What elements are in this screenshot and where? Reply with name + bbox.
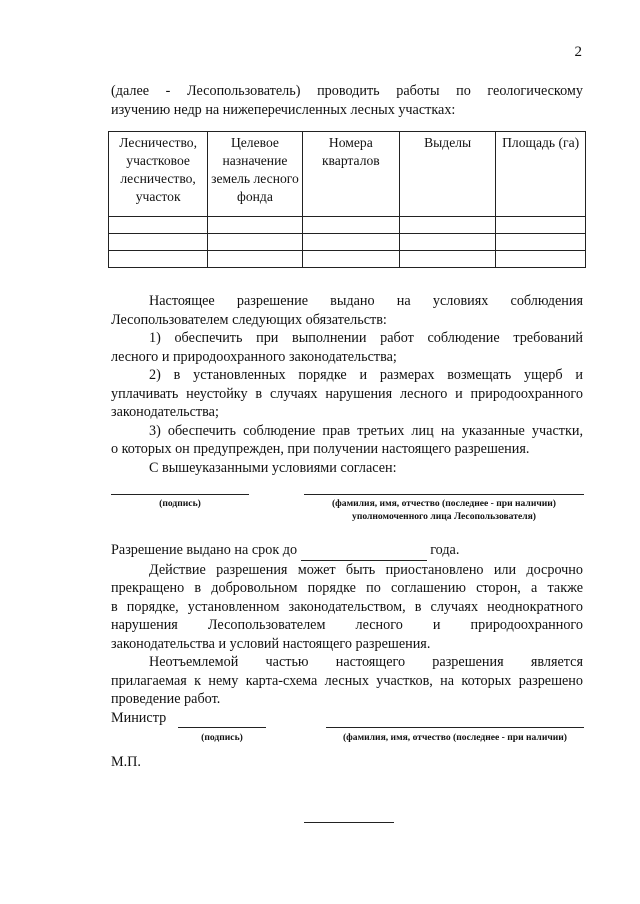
table-header-row bbox=[109, 132, 586, 217]
obligation-2: 2) в установленных порядке и размерах возмещать ущерб и bbox=[149, 367, 583, 383]
signature-line[interactable] bbox=[111, 494, 249, 495]
bottom-divider bbox=[304, 822, 394, 823]
intro-line-1: (далее - Лесопользователь) проводить работы по геологическому bbox=[111, 83, 583, 99]
obligation-3-cont: о которых он предупрежден, при получении настоящего разрешения. bbox=[111, 441, 530, 457]
table-cell bbox=[109, 251, 208, 268]
table-cell bbox=[496, 217, 586, 234]
name-line[interactable] bbox=[304, 494, 584, 495]
obligation-2-cont: законодательства; bbox=[111, 404, 219, 420]
table-cell bbox=[208, 217, 302, 234]
validity-line: прекращено в добровольном порядке по соглашению сторон, а также bbox=[111, 580, 583, 596]
signature-caption: (подпись) bbox=[159, 498, 201, 509]
table-cell bbox=[496, 251, 586, 268]
validity-line: нарушения Лесопользователем лесного и природоохранного bbox=[111, 617, 583, 633]
validity-line: законодательства и условий настоящего разрешения. bbox=[111, 635, 431, 652]
name-caption-line-2: уполномоченного лица Лесопользователя) bbox=[352, 511, 536, 522]
header-purpose: Целевое назначение земель лесного фонда bbox=[208, 132, 302, 217]
table-row bbox=[109, 217, 586, 234]
annex-line: проведение работ. bbox=[111, 691, 221, 707]
obligation-3: 3) обеспечить соблюдение прав третьих лиц на указанные участки, bbox=[149, 422, 583, 439]
name-caption-line-1: (фамилия, имя, отчество (последнее - при наличии) bbox=[331, 498, 557, 509]
minister-signature-line[interactable] bbox=[178, 727, 266, 728]
table-row bbox=[109, 234, 586, 251]
name-caption bbox=[304, 497, 584, 523]
obligation-1: 1) обеспечить при выполнении работ соблюдение требований bbox=[149, 330, 583, 346]
obligation-1-cont: лесного и природоохранного законодательства; bbox=[111, 348, 397, 365]
agreement-statement: С вышеуказанными условиями согласен: bbox=[149, 459, 397, 476]
intro-line-2: изучению недр на нижеперечисленных лесных участках: bbox=[111, 101, 456, 118]
minister-signature-caption: (подпись) bbox=[201, 732, 243, 743]
annex-line: прилагаемая к нему карта-схема лесных участков, на которых разрешено bbox=[111, 672, 583, 689]
minister-name-caption: (фамилия, имя, отчество (последнее - при наличии) bbox=[342, 732, 568, 743]
annex-line: Неотъемлемой частью настоящего разрешения является bbox=[149, 654, 583, 670]
validity-line: в порядке, установленном законодательством, в случаях неоднократного bbox=[111, 598, 583, 615]
table-cell bbox=[302, 251, 399, 268]
page-number: 2 bbox=[574, 44, 582, 60]
validity-prefix: Разрешение выдано на срок до bbox=[111, 542, 298, 558]
term-date-blank[interactable] bbox=[301, 541, 427, 561]
header-area: Площадь (га) bbox=[496, 132, 586, 217]
table-cell bbox=[496, 234, 586, 251]
land-plots-table bbox=[108, 131, 586, 268]
header-allotments: Выделы bbox=[400, 132, 496, 217]
validity-section bbox=[111, 541, 583, 709]
header-quarters: Номера кварталов bbox=[302, 132, 399, 217]
conditions-line: Настоящее разрешение выдано на условиях соблюдения bbox=[149, 293, 583, 309]
table-cell bbox=[400, 234, 496, 251]
table-cell bbox=[208, 251, 302, 268]
validity-line: Действие разрешения может быть приостановлено или досрочно bbox=[149, 561, 583, 578]
validity-suffix: года. bbox=[430, 542, 460, 558]
intro-paragraph bbox=[111, 82, 583, 119]
header-forestry: Лесничество, участковое лесничество, участок bbox=[109, 132, 208, 217]
minister-name-line[interactable] bbox=[326, 727, 584, 728]
table-cell bbox=[109, 217, 208, 234]
table-cell bbox=[302, 217, 399, 234]
validity-term bbox=[111, 541, 583, 561]
obligation-2-cont: уплачивать неустойку в случаях нарушения лесного и природоохранного bbox=[111, 385, 583, 402]
table-row bbox=[109, 251, 586, 268]
table-cell bbox=[109, 234, 208, 251]
table-cell bbox=[302, 234, 399, 251]
table-cell bbox=[400, 251, 496, 268]
conditions-line: Лесопользователем следующих обязательств: bbox=[111, 311, 387, 328]
minister-label: Министр bbox=[111, 710, 167, 726]
table-cell bbox=[208, 234, 302, 251]
conditions-section bbox=[111, 292, 583, 477]
stamp-place: М.П. bbox=[111, 754, 141, 770]
table-cell bbox=[400, 217, 496, 234]
